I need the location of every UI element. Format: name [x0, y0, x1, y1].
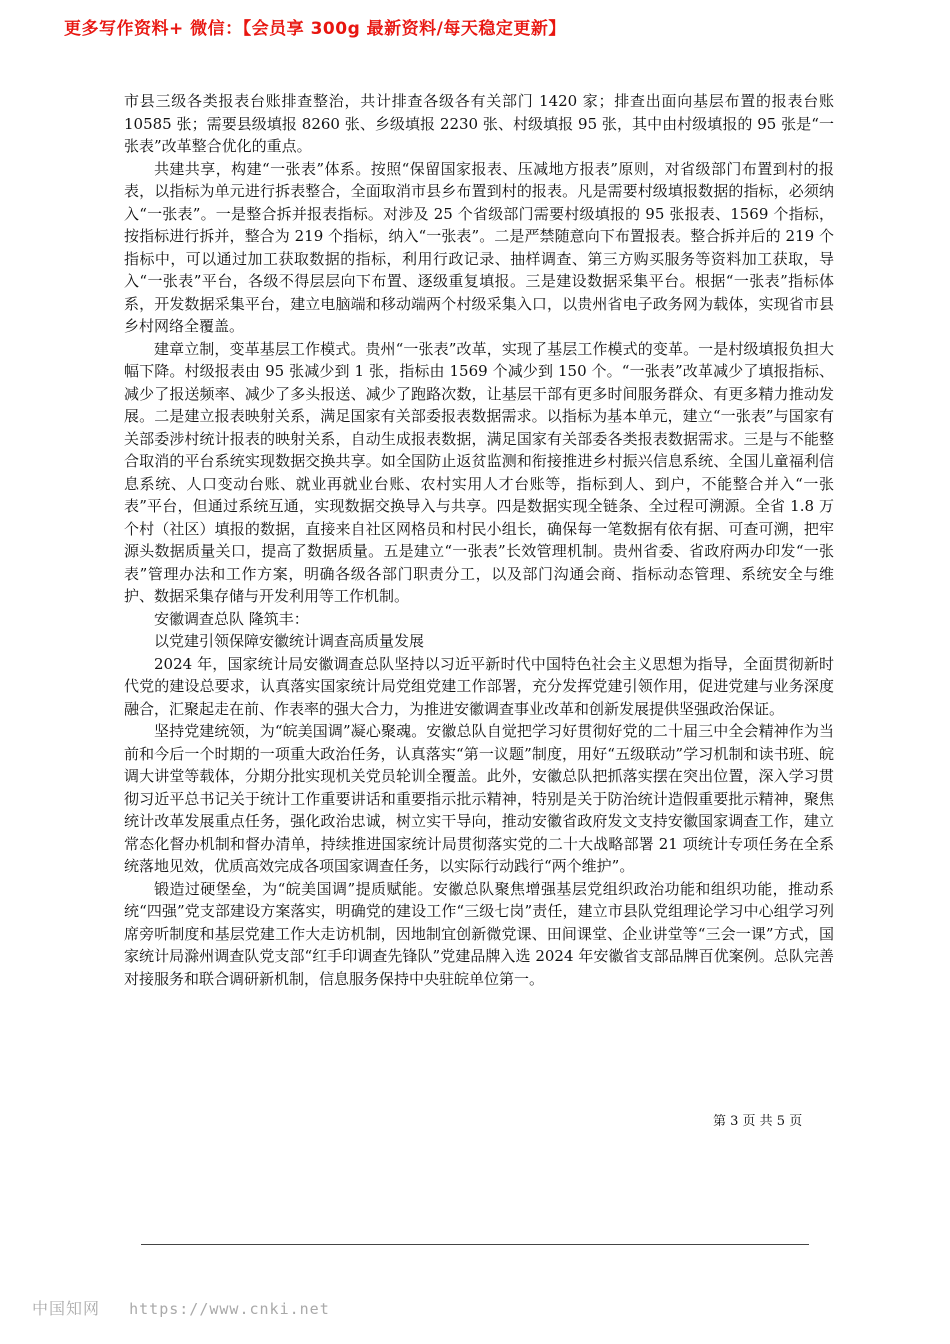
paragraph: 坚持党建统领，为“皖美国调”凝心聚魂。安徽总队自觉把学习好贯彻好党的二十届三中全会精神作为当前和今后一个时期的一项重大政治任务，认真落实“第一议题”制度，用好“五级联动”学习机制和读书班、皖调大讲堂等载体，分期分批实现机关党员轮训全覆盖。此外，安徽总队把抓落实摆在突出位置，深入学习贯彻习近平总书记关于统计工作重要讲话和重要指示批示精神，特别是关于防治统计造假重要批示精神，聚焦统计改革发展重点任务，强化政治忠诚，树立实干导向，推动安徽省政府发文支持安徽国家调查工作，建立常态化督办机制和督办清单，持续推进国家统计局贯彻落实党的二十大战略部署 21 项统计专项任务在全系统落地见效，优质高效完成各项国家调查任务，以实际行动践行“两个维护”。 — [124, 722, 834, 875]
paragraph: 锻造过硬堡垒，为“皖美国调”提质赋能。安徽总队聚焦增强基层党组织政治功能和组织功能，推动系统“四强”党支部建设方案落实，明确党的建设工作“三级七岗”责任，建立市县队党组理论学习中心组学习列席旁听制度和基层党建工作大走访机制，因地制宜创新微党课、田间课堂、企业讲堂等“三会一课”方式，国家统计局滁州调查队党支部“红手印调查先锋队”党建品牌入选 2024 年安徽省支部品牌百优案例。总队完善对接服务和联合调研新机制，信息服务保持中央驻皖单位第一。 — [124, 879, 834, 988]
paragraph: 共建共享，构建“一张表”体系。按照“保留国家报表、压减地方报表”原则，对省级部门布置到村的报表，以指标为单元进行拆表整合，全面取消市县乡布置到村的报表。凡是需要村级填报数据的指标，必须纳入“一张表”。一是整合拆并报表指标。对涉及 25 个省级部门需要村级填报的 95 张报表、1569 个指标，按指标进行拆并，整合为 219 个指标，纳入“一张表”。二是严禁随意向下布置报表。整合拆并后的 219 个指标中，可以通过加工获取数据的指标，利用行政记录、抽样调查、第三方购买服务等资料加工获取，导入“一张表”平台，各级不得层层向下布置、逐级重复填报。三是建设数据采集平台。根据“一张表”指标体系，开发数据采集平台，建立电脑端和移动端两个村级采集入口，以贵州省电子政务网为载体，实现省市县乡村网络全覆盖。 — [124, 159, 834, 335]
cnki-watermark — [32, 1296, 330, 1319]
promo-banner: 更多写作资料+ 微信：【会员享 300g 最新资料/每天稳定更新】 — [64, 19, 566, 39]
cnki-logo-text: 中国知网 — [32, 1299, 101, 1318]
section-title: 以党建引领保障安徽统计调查高质量发展 — [154, 632, 425, 650]
cnki-url: https://www.cnki.net — [129, 1300, 330, 1318]
paragraph: 2024 年，国家统计局安徽调查总队坚持以习近平新时代中国特色社会主义思想为指导，全面贯彻新时代党的建设总要求，认真落实国家统计局党组党建工作部署，充分发挥党建引领作用，促进党建与业务深度融合，汇聚起走在前、作表率的强大合力，为推进安徽调查事业改革和创新发展提供坚强政治保证。 — [124, 654, 834, 718]
page-number: 第 3 页 共 5 页 — [713, 1114, 803, 1129]
paragraph-continuation: 市县三级各类报表台账排查整治，共计排查各级各有关部门 1420 家；排查出面向基层布置的报表台账 10585 张；需要县级填报 8260 张、乡级填报 2230 张、村级填报 95 张，其中由村级填报的 95 张是“一张表”改革整合优化的重点。 — [124, 92, 834, 155]
speaker-heading: 安徽调查总队 隆筑丰： — [154, 609, 309, 628]
paragraph: 建章立制，变革基层工作模式。贵州“一张表”改革，实现了基层工作模式的变革。一是村级填报负担大幅下降。村级报表由 95 张减少到 1 张，指标由 1569 个减少到 150 个。“一张表”改革减少了填报指标、减少了报送频率、减少了多头报送、减少了跑路次数，让基层干部有更多时间服务群众、有更多精力推动发展。二是建立报表映射关系，满足国家有关部委报表数据需求。以指标为基本单元，建立“一张表”与国家有关部委涉村统计报表的映射关系，自动生成报表数据，满足国家有关部委各类报表数据需求。三是与不能整合取消的平台系统实现数据交换共享。如全国防止返贫监测和衔接推进乡村振兴信息系统、全国儿童福利信息系统、人口变动台账、就业再就业台账、农村实用人才台账等，指标到人、到户，不能整合并入“一张表”平台，但通过系统互通，实现数据交换导入与共享。四是数据实现全链条、全过程可溯源。全省 1.8 万个村（社区）填报的数据，直接来自社区网格员和村民小组长，确保每一笔数据有依有据、可查可溯，把牢源头数据质量关口，提高了数据质量。五是建立“一张表”长效管理机制。贵州省委、省政府两办印发“一张表”管理办法和工作方案，明确各级各部门职责分工，以及部门沟通会商、指标动态管理、系统安全与维护、数据采集存储与开发利用等工作机制。 — [124, 339, 834, 605]
document-body — [124, 90, 834, 990]
footer-divider — [141, 1244, 809, 1245]
